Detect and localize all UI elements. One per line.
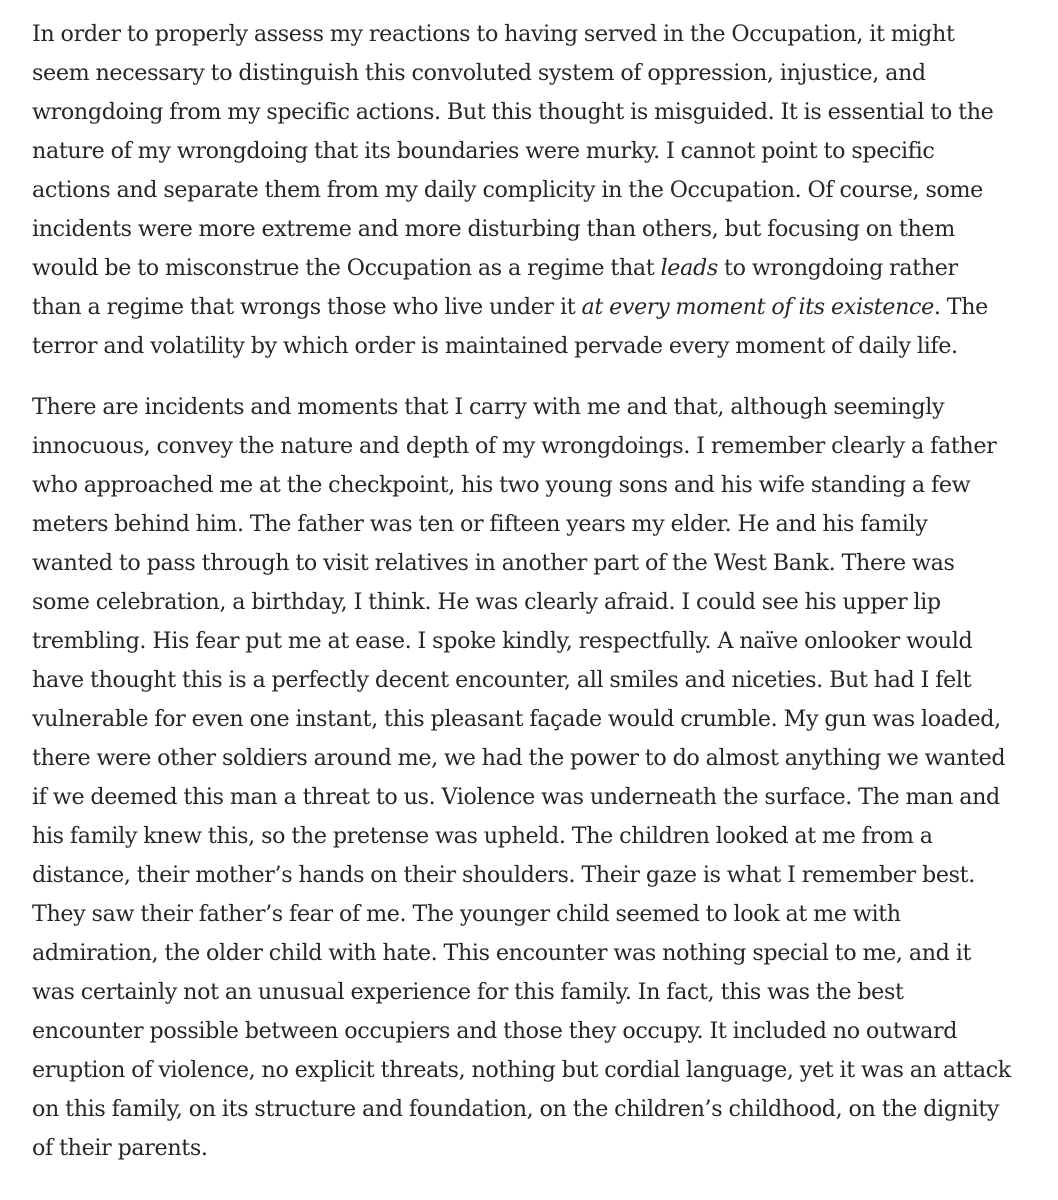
text-line bbox=[32, 700, 1044, 739]
text-line bbox=[32, 778, 1044, 817]
text-line bbox=[32, 583, 1044, 622]
text-line bbox=[32, 466, 1044, 505]
text-run: They saw their father’s fear of me. The younger child seemed to look at me with bbox=[32, 901, 901, 927]
text-run: than a regime that wrongs those who live under it bbox=[32, 294, 582, 320]
text-line bbox=[32, 171, 1044, 210]
text-line bbox=[32, 622, 1044, 661]
text-run: meters behind him. The father was ten or fifteen years my elder. He and his family bbox=[32, 511, 928, 537]
text-line bbox=[32, 1129, 1044, 1168]
text-run: admiration, the older child with hate. This encounter was nothing special to me, and it bbox=[32, 940, 972, 966]
text-line bbox=[32, 249, 1044, 288]
text-run: terror and volatility by which order is maintained pervade every moment of daily life. bbox=[32, 333, 958, 359]
italic-emphasis: leads bbox=[660, 255, 718, 281]
text-line bbox=[32, 817, 1044, 856]
text-run: there were other soldiers around me, we had the power to do almost anything we wanted bbox=[32, 745, 1006, 771]
text-run: vulnerable for even one instant, this pleasant façade would crumble. My gun was loaded, bbox=[32, 706, 1001, 732]
text-run: to wrongdoing rather bbox=[717, 255, 958, 281]
italic-emphasis: at every moment of its existence bbox=[581, 294, 934, 320]
text-line bbox=[32, 327, 1044, 366]
text-run: seem necessary to distinguish this convoluted system of oppression, injustice, and bbox=[32, 60, 926, 86]
text-run: was certainly not an unusual experience for this family. In fact, this was the best bbox=[32, 979, 904, 1005]
text-run: incidents were more extreme and more disturbing than others, but focusing on them bbox=[32, 216, 955, 242]
text-line bbox=[32, 132, 1044, 171]
text-line bbox=[32, 427, 1044, 466]
text-line bbox=[32, 1012, 1044, 1051]
text-line bbox=[32, 856, 1044, 895]
text-run: encounter possible between occupiers and those they occupy. It included no outward bbox=[32, 1018, 958, 1044]
text-line bbox=[32, 973, 1044, 1012]
text-run: innocuous, convey the nature and depth of my wrongdoings. I remember clearly a father bbox=[32, 433, 997, 459]
text-line bbox=[32, 15, 1044, 54]
text-run: if we deemed this man a threat to us. Violence was underneath the surface. The man and bbox=[32, 784, 1000, 810]
text-line bbox=[32, 739, 1044, 778]
text-run: . The bbox=[933, 294, 988, 320]
text-run: would be to misconstrue the Occupation as a regime that bbox=[32, 255, 661, 281]
paragraph-occupation-wrongdoing bbox=[32, 15, 1044, 366]
article-body bbox=[32, 15, 1044, 1168]
text-line bbox=[32, 54, 1044, 93]
text-line bbox=[32, 505, 1044, 544]
text-run: actions and separate them from my daily complicity in the Occupation. Of course, some bbox=[32, 177, 983, 203]
text-run: distance, their mother’s hands on their shoulders. Their gaze is what I remember best. bbox=[32, 862, 975, 888]
text-run: wanted to pass through to visit relatives in another part of the West Bank. There was bbox=[32, 550, 955, 576]
text-line bbox=[32, 388, 1044, 427]
text-line bbox=[32, 210, 1044, 249]
text-run: In order to properly assess my reactions to having served in the Occupation, it might bbox=[32, 21, 955, 47]
text-run: trembling. His fear put me at ease. I spoke kindly, respectfully. A naïve onlooker would bbox=[32, 628, 973, 654]
text-run: eruption of violence, no explicit threats, nothing but cordial language, yet it was an attack bbox=[32, 1057, 1011, 1083]
text-line bbox=[32, 544, 1044, 583]
text-line bbox=[32, 934, 1044, 973]
text-line bbox=[32, 93, 1044, 132]
text-line bbox=[32, 1090, 1044, 1129]
text-line bbox=[32, 661, 1044, 700]
text-line bbox=[32, 1051, 1044, 1090]
text-line bbox=[32, 288, 1044, 327]
text-run: nature of my wrongdoing that its boundaries were murky. I cannot point to specific bbox=[32, 138, 935, 164]
text-run: have thought this is a perfectly decent encounter, all smiles and niceties. But had I felt bbox=[32, 667, 972, 693]
paragraph-checkpoint-encounter bbox=[32, 388, 1044, 1168]
text-run: who approached me at the checkpoint, his two young sons and his wife standing a few bbox=[32, 472, 971, 498]
text-run: on this family, on its structure and foundation, on the children’s childhood, on the dignity bbox=[32, 1096, 1000, 1122]
text-run: There are incidents and moments that I carry with me and that, although seemingly bbox=[32, 394, 945, 420]
text-line bbox=[32, 895, 1044, 934]
text-run: his family knew this, so the pretense was upheld. The children looked at me from a bbox=[32, 823, 933, 849]
text-run: some celebration, a birthday, I think. He was clearly afraid. I could see his upper lip bbox=[32, 589, 941, 615]
text-run: of their parents. bbox=[32, 1135, 208, 1161]
text-run: wrongdoing from my specific actions. But this thought is misguided. It is essential to the bbox=[32, 99, 994, 125]
